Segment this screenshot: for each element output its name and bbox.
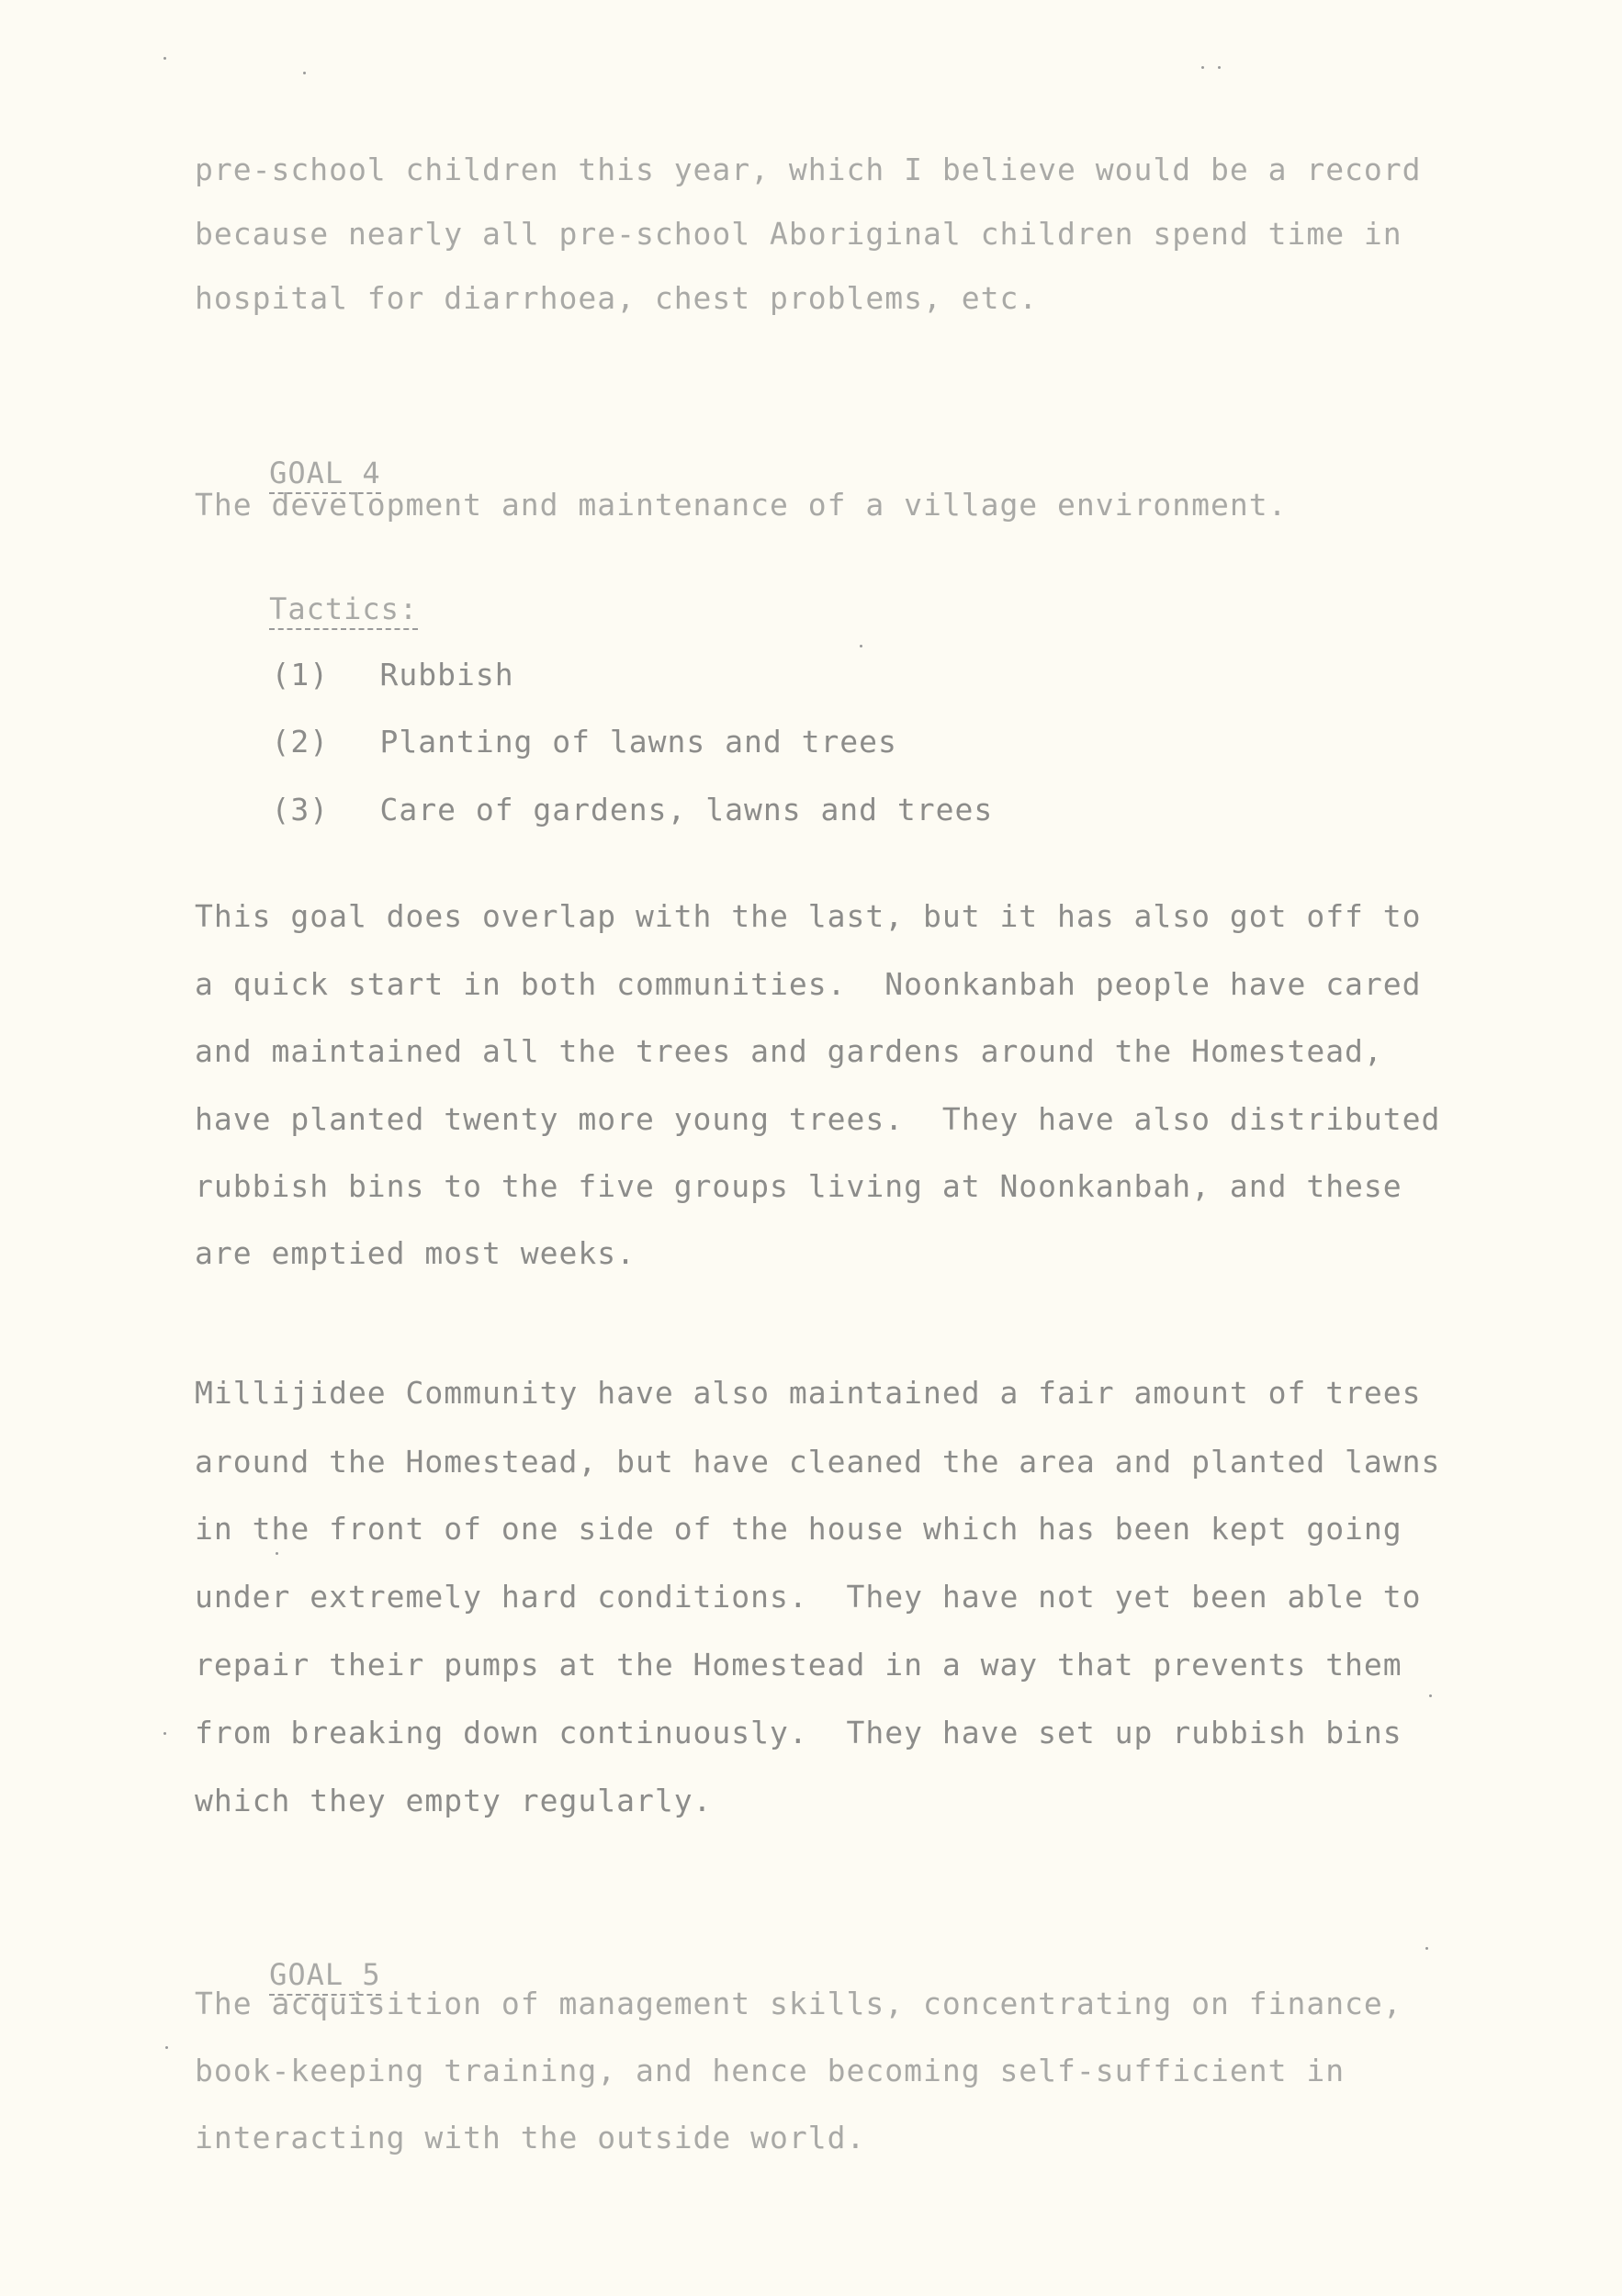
- scan-speck: [303, 72, 306, 74]
- paragraph2-line-7: which they empty regularly.: [195, 1783, 713, 1818]
- goal5-heading-text: GOAL 5: [269, 1957, 381, 1996]
- scan-speck: [276, 1552, 278, 1555]
- scan-speck: [1218, 66, 1221, 69]
- paragraph1-line-2: a quick start in both communities. Noonkanbah people have cared: [195, 966, 1422, 1002]
- paragraph2-line-1: Millijidee Community have also maintained a fair amount of trees: [195, 1375, 1422, 1411]
- paragraph1-line-3: and maintained all the trees and gardens around the Homestead,: [195, 1033, 1383, 1069]
- paragraph1-line-6: are emptied most weeks.: [195, 1235, 636, 1271]
- paragraph2-line-2: around the Homestead, but have cleaned the area and planted lawns: [195, 1444, 1441, 1480]
- goal4-tactics-label-text: Tactics:: [269, 591, 418, 630]
- goal5-line-2: book-keeping training, and hence becoming self-sufficient in: [195, 2053, 1346, 2088]
- tactic-text: Planting of lawns and trees: [379, 724, 897, 760]
- tactic-text: Rubbish: [379, 657, 514, 692]
- scan-speck: [165, 2046, 168, 2049]
- scan-speck: [163, 1732, 166, 1735]
- scan-speck: [1201, 66, 1204, 69]
- intro-line-2: because nearly all pre-school Aboriginal children spend time in: [195, 216, 1402, 252]
- intro-line-3: hospital for diarrhoea, chest problems, etc.: [195, 280, 1039, 316]
- tactic-item-3: [195, 755, 993, 865]
- tactic-text: Care of gardens, lawns and trees: [379, 792, 994, 827]
- paragraph2-line-6: from breaking down continuously. They have set up rubbish bins: [195, 1715, 1402, 1750]
- intro-line-1: pre-school children this year, which I believe would be a record: [195, 152, 1422, 187]
- goal5-line-1: The acquisition of management skills, concentrating on finance,: [195, 1986, 1402, 2021]
- paragraph1-line-4: have planted twenty more young trees. They have also distributed: [195, 1101, 1441, 1137]
- tactic-number: (2): [271, 724, 330, 760]
- paragraph2-line-5: repair their pumps at the Homestead in a way that prevents them: [195, 1647, 1402, 1683]
- paragraph1-line-5: rubbish bins to the five groups living at Noonkanbah, and these: [195, 1168, 1402, 1204]
- goal4-heading-text: GOAL 4: [269, 456, 381, 494]
- tactic-number: (3): [271, 792, 330, 827]
- scan-speck: [1425, 1947, 1428, 1950]
- goal4-description: The development and maintenance of a village environment.: [195, 487, 1288, 523]
- paragraph2-line-4: under extremely hard conditions. They have not yet been able to: [195, 1579, 1422, 1615]
- paragraph2-line-3: in the front of one side of the house which has been kept going: [195, 1511, 1402, 1547]
- scan-speck: [163, 57, 166, 60]
- scan-speck: [860, 645, 862, 647]
- tactic-number: (1): [271, 657, 330, 692]
- scan-speck: [1429, 1694, 1432, 1697]
- goal5-line-3: interacting with the outside world.: [195, 2120, 866, 2155]
- paragraph1-line-1: This goal does overlap with the last, but it has also got off to: [195, 898, 1422, 934]
